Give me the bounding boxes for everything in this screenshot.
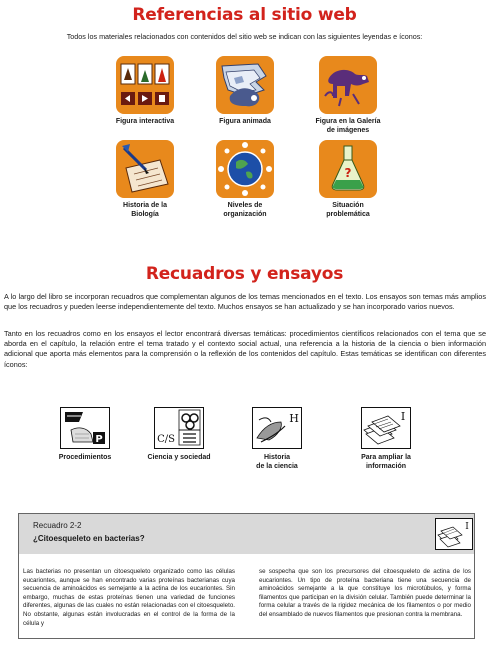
icon-card-image-gallery: [293, 56, 403, 135]
sample-box: [18, 513, 475, 639]
box-title: ¿Citoesqueleto en bacterias?: [33, 534, 145, 543]
icon-label: Niveles de: [227, 202, 263, 209]
sample-box-header: [19, 514, 474, 554]
svg-text:I: I: [400, 410, 406, 423]
icon-label-2: organización: [223, 210, 267, 218]
intro-text: Todos los materiales relacionados con contenidos del sitio web se indican con las siguientes leyendas e íconos:: [66, 32, 423, 41]
paragraph-themes: Tanto en los recuadros como en los ensayos el lector encontrará diversas temáticas: procedimientos científicos relacionados con el tema que se aborda en el capítulo, la relación entre el tema tratado y el contexto social actual, una referencia a la historia de la ciencia o bien información adicional que aporta más elementos para la comprensión o la reflexión de los contenidos del capítulo. Estas temáticas se identifican con diferentes íconos:: [4, 329, 486, 369]
icon-label: Figura en la Galería: [315, 118, 381, 125]
icon-card-biology-history: [90, 140, 200, 219]
animated-figure-icon: [216, 56, 274, 114]
theme-more-information: [331, 407, 441, 471]
procedures-icon: [60, 407, 110, 449]
icon-card-interactive-figure: [90, 56, 200, 127]
svg-text:H: H: [289, 412, 299, 425]
more-information-icon: [435, 518, 473, 550]
theme-label: Ciencia y sociedad: [147, 454, 211, 461]
science-society-icon: [154, 407, 204, 449]
icon-card-animated-figure: [190, 56, 300, 127]
more-information-icon: [361, 407, 411, 449]
svg-text:P: P: [95, 434, 103, 445]
box-column-right: se sospecha que son los precursores del citoesqueleto de actina de los eucariontes. Un tipo de proteína bacteriana tiene una secuencia de aminoácidos semejante a la que constituye los microtúbulos, y forma filamentos que participan en la división celular. También puede determinar la forma celular a través de la rigidez mecánica de los filamentos o por medio del ensamblado de nuevos filamentos que presionan contra la membrana.: [259, 568, 471, 618]
theme-science-history: [222, 407, 332, 471]
svg-text:I: I: [465, 522, 469, 532]
icon-label-2: de imágenes: [326, 126, 370, 134]
problem-situation-icon: [319, 140, 377, 198]
icon-label: Figura animada: [219, 118, 271, 125]
icon-label: Situación: [332, 202, 364, 209]
theme-label-2: información: [365, 462, 407, 470]
theme-label: Para ampliar la: [361, 454, 411, 461]
icon-label-2: Biología: [131, 210, 159, 218]
svg-text:?: ?: [344, 166, 352, 180]
interactive-figure-icon: [116, 56, 174, 114]
icon-label-2: problemática: [326, 210, 370, 218]
image-gallery-icon: [319, 56, 377, 114]
icon-card-problem-situation: [293, 140, 403, 219]
box-column-left: Las bacterias no presentan un citoesqueleto organizado como las células eucariontes, aunque se han encontrado varias proteínas bacterianas cuya secuencia de aminoácidos es semejante a la actina de los eucariontes. Sin embargo, muchas de estas proteínas tienen una variedad de funciones diferentes, algunas de las cuales no están relacionadas con el citoesqueleto. No obstante, algunas están involucradas en el control de la forma de la célula y: [23, 568, 235, 627]
svg-text:C/S: C/S: [157, 434, 175, 445]
box-number: Recuadro 2-2: [33, 521, 82, 530]
science-history-icon: [252, 407, 302, 449]
theme-label: Procedimientos: [58, 454, 112, 461]
theme-label-2: de la ciencia: [256, 462, 298, 470]
icon-label: Historia de la: [123, 202, 167, 209]
section-title-web-references: Referencias al sitio web: [132, 5, 357, 25]
icon-card-organization-levels: [190, 140, 300, 219]
biology-history-icon: [116, 140, 174, 198]
section-title-boxes-essays: Recuadros y ensayos: [145, 264, 344, 284]
paragraph-intro: A lo largo del libro se incorporan recuadros que complementan algunos de los temas mencionados en el texto. Los ensayos son temas más amplios que los recuadros y pueden leerse independientemente del texto. Muchos ensayos se han actualizado y se han incorporado varios nuevos.: [4, 292, 486, 312]
organization-levels-icon: [216, 140, 274, 198]
theme-label: Historia: [263, 454, 291, 461]
theme-science-society: [124, 407, 234, 463]
icon-label: Figura interactiva: [115, 118, 175, 125]
